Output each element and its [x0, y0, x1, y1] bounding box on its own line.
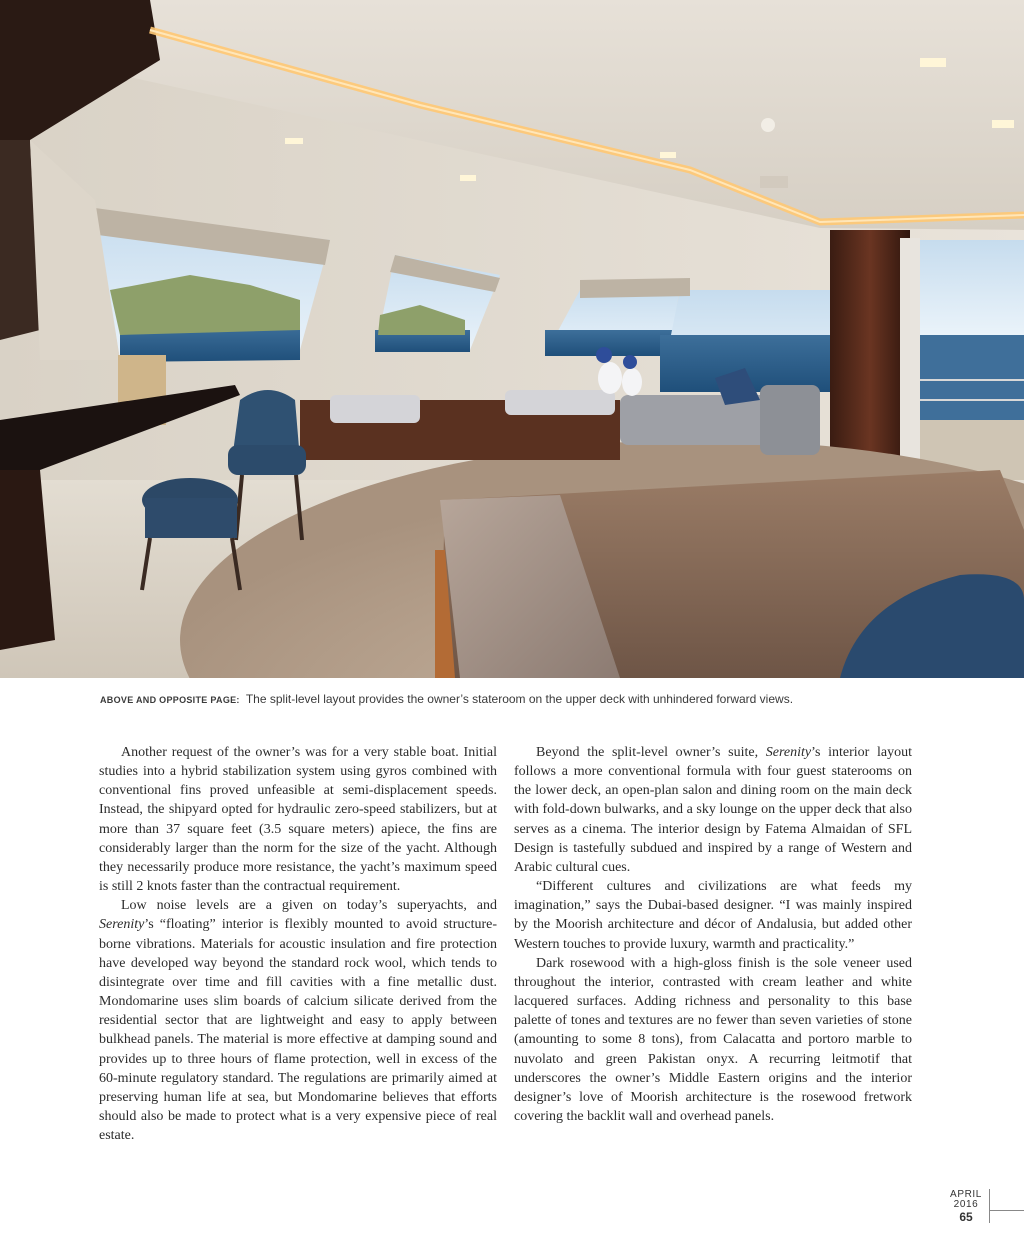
page-number: 65 [959, 1210, 973, 1224]
paragraph: Another request of the owner’s was for a very stable boat. Initial studies into a hybrid stabilization system using gyros combined with conventional fins proved unfeasible at semi-displacement speeds. Instead, the shipyard opted for hydraulic zero-speed stabilizers, but at more than 37 square feet (3.5 square meters) apiece, the fins are considerably larger than the norm for the size of the yacht. Although they necessarily produce more resistance, the yacht’s maximum speed is still 2 knots faster than the contractual requirement. [99, 745, 497, 895]
paragraph: Beyond the split-level owner’s suite, Serenity’s interior layout follows a more conventional formula with four guest staterooms on the lower deck, an open-plan salon and dining room on the main deck with fold-down bulwarks, and a sky lounge on the upper deck that also serves as a cinema. The interior design by Fatema Almaidan of SFL Design is tastefully subdued and inspired by a range of Western and Arabic cultural cues. [514, 745, 912, 875]
caption-text: The split-level layout provides the owner’s stateroom on the upper deck with unhindered forward views. [245, 692, 794, 706]
folio-divider [989, 1210, 1024, 1211]
folio-year: 2016 [953, 1199, 979, 1210]
page-folio [946, 1190, 986, 1224]
folio-month: APRIL [950, 1189, 982, 1200]
paragraph: “Different cultures and civilizations are what feeds my imagination,” says the Dubai-based designer. “I was mainly inspired by the Moorish architecture and décor of Andalusia, but added other Western touches to provide luxury, warmth and practicality.” [514, 879, 912, 952]
folio-divider [989, 1189, 990, 1223]
article-column-right [514, 743, 912, 1126]
photo-caption [100, 692, 980, 706]
article-column-left [99, 743, 497, 1145]
paragraph: Low noise levels are a given on today’s superyachts, and Serenity’s “floating” interior is flexibly mounted to avoid structure-borne vibrations. Materials for acoustic insulation and fire protection have developed way beyond the standard rock wool, which tends to disintegrate over time and fill cavities with a fine metallic dust. Mondomarine uses slim boards of calcium silicate derived from the residential sector that are lightweight and easy to apply between bulkhead panels. The material is more effective at damping sound and provides up to three hours of flame protection, well in excess of the 60-minute regulatory standard. The regulations are primarily aimed at preserving human life at sea, but Mondomarine believes that efforts should also be made to protect what is a very expensive piece of real estate. [99, 898, 497, 1144]
caption-lead: ABOVE AND OPPOSITE PAGE: [100, 695, 240, 705]
paragraph: Dark rosewood with a high-gloss finish is the sole veneer used throughout the interior, contrasted with cream leather and white lacquered surfaces. Adding richness and personality to this base palette of tones and textures are no fewer than seven varieties of stone (amounting to some 8 tons), from Calacatta and portoro marble to nuvolato and green Pakistan onyx. A recurring leitmotif that underscores the owner’s Middle Eastern origins and the interior designer’s love of Moorish architecture is the rosewood fretwork covering the backlit wall and overhead panels. [514, 955, 912, 1124]
